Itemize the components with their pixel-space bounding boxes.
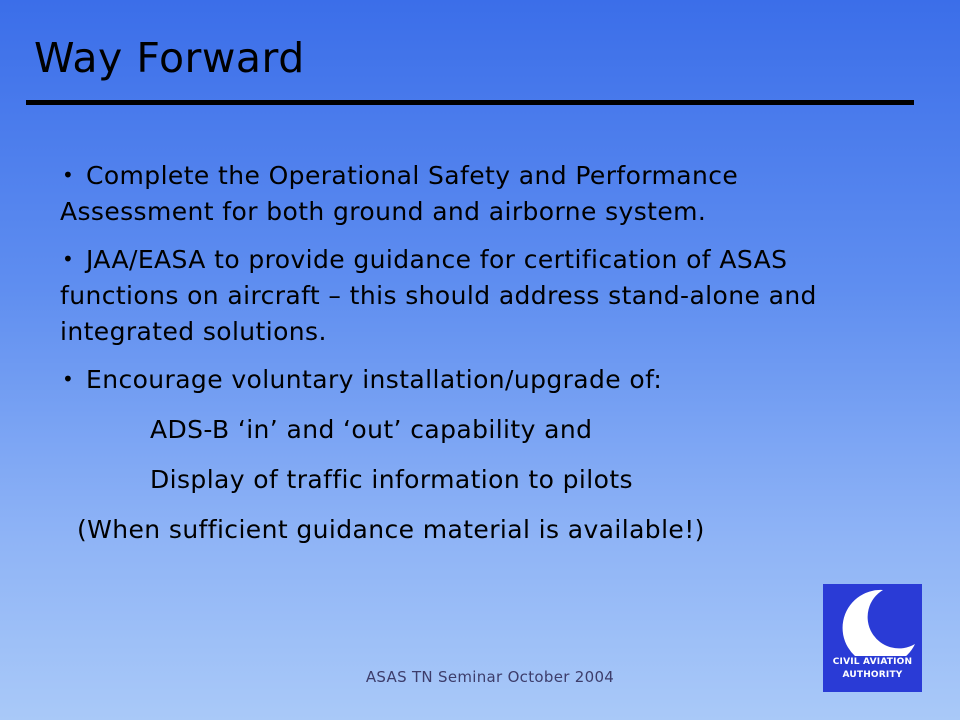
bullet-text: Complete the Operational Safety and Performance Assessment for both ground and airborne system. (60, 161, 739, 226)
bullet-marker: • (62, 247, 75, 271)
slide-content (60, 158, 880, 548)
bullet-text: JAA/EASA to provide guidance for certification of ASAS functions on aircraft – this should address stand-alone and integrated solutions. (60, 245, 826, 346)
bullet-marker: • (62, 367, 75, 391)
slide-footer: ASAS TN Seminar October 2004 (365, 668, 615, 686)
bullet-item (60, 242, 880, 350)
bullet-item (60, 158, 880, 230)
logo-text-line2: AUTHORITY (842, 670, 903, 680)
civil-aviation-authority-logo (823, 584, 922, 692)
sub-item: Display of traffic information to pilots (150, 465, 633, 494)
logo-text-line1: CIVIL AVIATION (832, 657, 913, 667)
title-underline (26, 100, 914, 105)
sub-item: ADS-B ‘in’ and ‘out’ capability and (150, 415, 593, 444)
crescent-icon (823, 584, 922, 656)
bullet-marker: • (62, 163, 75, 187)
bullet-text: Encourage voluntary installation/upgrade of: (86, 365, 663, 394)
bullet-item (60, 362, 880, 398)
guidance-note: (When sufficient guidance material is available!) (77, 515, 705, 544)
slide-title: Way Forward (34, 34, 305, 82)
